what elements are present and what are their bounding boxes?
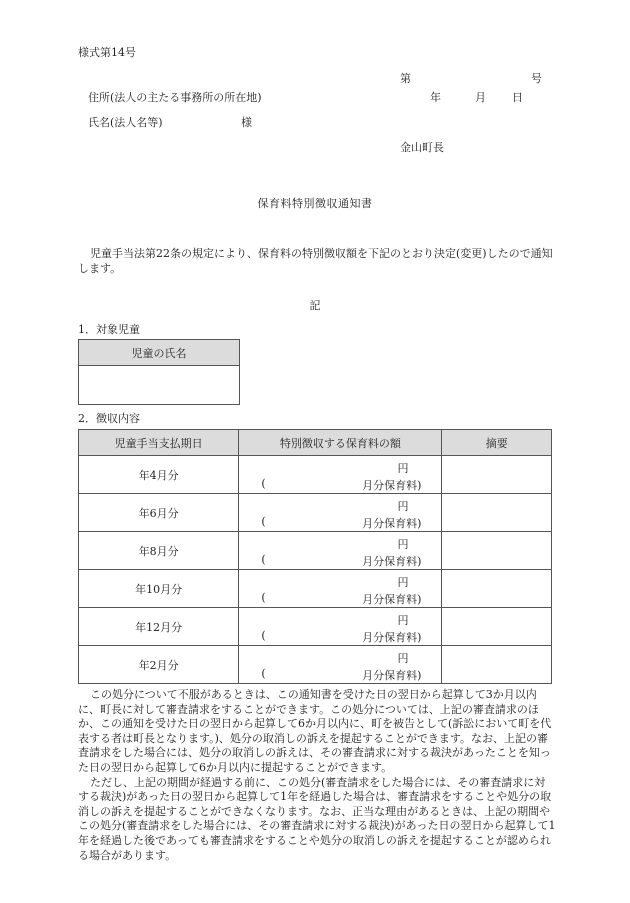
document-title: 保育料特別徴収通知書 [257,197,373,210]
yen-label: 円 [397,500,409,513]
issuer: 金山町長 [400,141,444,154]
remarks-cell[interactable] [442,570,552,608]
amount-cell[interactable] [239,608,442,646]
table-row [79,646,552,684]
remarks-cell[interactable] [442,608,552,646]
table-row [79,494,552,532]
open-paren: ( [261,477,266,490]
remarks-cell[interactable] [442,494,552,532]
remarks-header: 摘要 [442,430,552,456]
remarks-cell[interactable] [442,646,552,684]
ki-marker: 記 [309,299,321,312]
fee-month-label: 月分保育料) [362,555,422,568]
amount-cell[interactable] [239,646,442,684]
child-name-header: 児童の氏名 [79,340,240,366]
name-label: 氏名(法人名等) [88,116,163,129]
date-year: 年 [430,91,441,104]
table-row [79,608,552,646]
yen-label: 円 [397,538,409,551]
payment-month-cell: 年4月分 [79,456,239,494]
table-row [79,532,552,570]
yen-label: 円 [397,462,409,475]
payment-month-cell: 年12月分 [79,608,239,646]
amount-cell[interactable] [239,570,442,608]
payment-date-header: 児童手当支払期日 [79,430,239,456]
yen-label: 円 [397,576,409,589]
collection-table [78,429,552,684]
payment-month-cell: 年2月分 [79,646,239,684]
payment-month-cell: 年8月分 [79,532,239,570]
document-number-prefix: 第 [400,72,411,85]
open-paren: ( [261,553,266,566]
open-paren: ( [261,629,266,642]
honorific: 様 [241,116,252,129]
remarks-cell[interactable] [442,456,552,494]
fee-month-label: 月分保育料) [362,479,422,492]
amount-cell[interactable] [239,456,442,494]
child-table [78,339,240,405]
intro-paragraph: 児童手当法第22条の規定により、保育料の特別徴収額を下記のとおり決定(変更)したので通知します。 [78,247,553,275]
appeal-notice [78,688,556,863]
table-row [79,456,552,494]
table-row [79,570,552,608]
fee-month-label: 月分保育料) [362,517,422,530]
remarks-cell[interactable] [442,532,552,570]
address-label: 住所(法人の主たる事務所の所在地) [88,91,262,104]
notice-paragraph: この処分について不服があるときは、この通知書を受けた日の翌日から起算して3か月以内に、町長に対して審査請求をすることができます。この処分については、上記の審査請求のほか、この通知を受けた日の翌日から起算して6か月以内に、町を被告として(訴訟において町を代表する者は町長となります。)、処分の取消しの訴えを提起することができます。なお、上記の審査請求をした場合には、処分の取消しの訴えは、その審査請求に対する裁決があったことを知った日の翌日から起算して6か月以内に提起することができます。 [78,688,552,774]
amount-header: 特別徴収する保育料の額 [239,430,442,456]
section2-heading: 2．徴収内容 [78,412,140,425]
open-paren: ( [261,591,266,604]
fee-month-label: 月分保育料) [362,631,422,644]
amount-cell[interactable] [239,532,442,570]
fee-month-label: 月分保育料) [362,669,422,682]
open-paren: ( [261,667,266,680]
date-day: 日 [512,91,523,104]
child-name-cell[interactable] [79,366,240,405]
document-number-suffix: 号 [531,72,542,85]
fee-month-label: 月分保育料) [362,593,422,606]
amount-cell[interactable] [239,494,442,532]
notice-paragraph: ただし、上記の期間が経過する前に、この処分(審査請求をした場合には、その審査請求に対する裁決)があった日の翌日から起算して1年を経過した場合は、審査請求をすることや処分の取消しの訴えを提起することができなくなります。なお、正当な理由があるときは、上記の期間やこの処分(審査請求をした場合には、その審査請求に対する裁決)があった日の翌日から起算して1年を経過した後であっても審査請求をすることや処分の取消しの訴えを提起することが認められる場合があります。 [78,775,556,862]
section1-heading: 1．対象児童 [78,323,140,336]
yen-label: 円 [397,652,409,665]
payment-month-cell: 年10月分 [79,570,239,608]
open-paren: ( [261,515,266,528]
payment-month-cell: 年6月分 [79,494,239,532]
yen-label: 円 [397,614,409,627]
form-number: 様式第14号 [78,46,136,59]
date-month: 月 [475,91,486,104]
